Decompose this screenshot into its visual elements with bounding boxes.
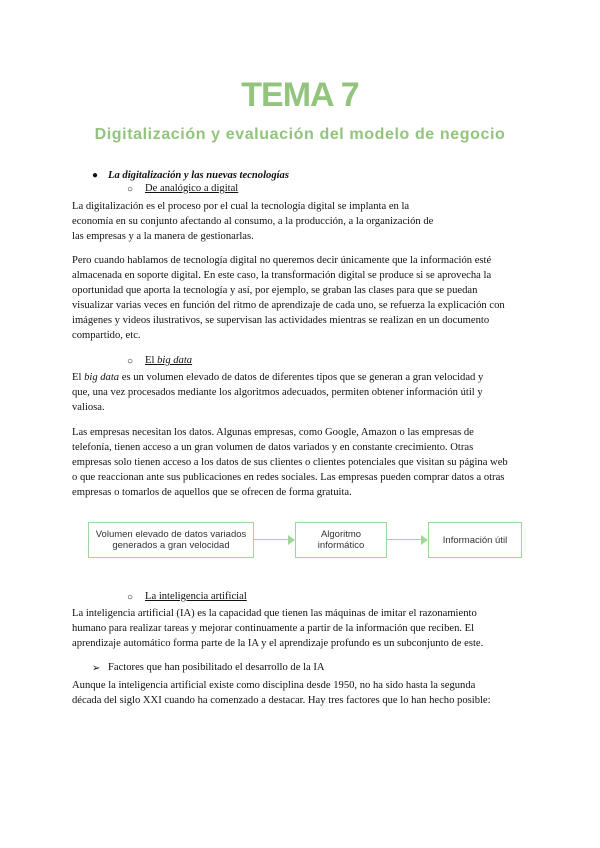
paragraph-line: oportunidad que aporta la tecnología y así, por ejemplo, se graban las clases para que se puedan xyxy=(72,285,478,296)
factors-heading: Factores que han posibilitado el desarrollo de la IA xyxy=(108,662,325,673)
arrow-bullet-icon: ➢ xyxy=(92,663,101,674)
paragraph-line: El big data es un volumen elevado de datos de diferentes tipos que se generan a gran velocidad y xyxy=(72,372,484,383)
paragraph-line: almacenada en soporte digital. En este caso, la transformación digital se produce si se aprovecha la xyxy=(72,270,492,281)
paragraph-line: o que reaccionan ante sus publicaciones en redes sociales. Las empresas pueden comprar datos a otras xyxy=(72,472,505,483)
paragraph-line: La digitalización es el proceso por el cual la tecnología digital se implanta en la xyxy=(72,201,410,212)
circle-bullet-icon: ○ xyxy=(127,184,134,195)
paragraph-line: visualizar varias veces en función del ritmo de aprendizaje de cada uno, se refuerza la explicación con xyxy=(72,300,505,311)
paragraph-line: Pero cuando hablamos de tecnología digital no queremos decir únicamente que la información esté xyxy=(72,255,492,266)
arrow-right-icon xyxy=(421,535,428,545)
flow-box-algorithm: Algoritmo informático xyxy=(295,522,387,558)
subsection-heading-ai: La inteligencia artificial xyxy=(145,591,247,602)
paragraph-line: empresas o tomarlos de aquellos que se ofrecen de forma gratuita. xyxy=(72,487,352,498)
paragraph-line: imágenes y videos ilustrativos, se supervisan las actividades mientras se realizan en un documento xyxy=(72,315,490,326)
subsection-heading-big-data: El big data xyxy=(145,355,193,366)
subsection-heading-analog-digital: De analógico a digital xyxy=(145,183,239,194)
paragraph-line: humano para realizar tareas y mejorar continuamente a partir de la información que reciben. El xyxy=(72,623,475,634)
arrow-right-icon xyxy=(288,535,295,545)
paragraph-line: valiosa. xyxy=(72,402,105,413)
paragraph-line: Aunque la inteligencia artificial existe como disciplina desde 1950, no ha sido hasta la segunda xyxy=(72,680,476,691)
paragraph-line: La inteligencia artificial (IA) es la capacidad que tienen las máquinas de imitar el razonamiento xyxy=(72,608,477,619)
flow-box-data: Volumen elevado de datos variados generados a gran velocidad xyxy=(88,522,254,558)
flow-connector xyxy=(386,539,424,540)
paragraph-line: empresas solo tienen acceso a los datos de sus clientes o clientes potenciales que visitan su página web xyxy=(72,457,508,468)
paragraph-line: telefonía, tienen acceso a un gran volumen de datos variados y en constante crecimiento. Otras xyxy=(72,442,474,453)
paragraph-line: economía en su conjunto afectando al consumo, a la producción, a la organización de xyxy=(72,216,434,227)
flow-connector xyxy=(253,539,291,540)
flow-box-info: Información útil xyxy=(428,522,522,558)
paragraph-line: Las empresas necesitan los datos. Algunas empresas, como Google, Amazon o las empresas de xyxy=(72,427,474,438)
paragraph-line: que, una vez procesados mediante los algoritmos adecuados, permiten obtener información útil y xyxy=(72,387,483,398)
bullet-icon: ● xyxy=(92,170,99,181)
paragraph-line: las empresas y a la manera de gestionarlas. xyxy=(72,231,254,242)
paragraph-line: década del siglo XXI cuando ha comenzado a destacar. Hay tres factores que lo han hecho posible: xyxy=(72,695,491,706)
circle-bullet-icon: ○ xyxy=(127,356,134,367)
paragraph-line: compartido, etc. xyxy=(72,330,141,341)
section-heading: La digitalización y las nuevas tecnologías xyxy=(108,170,289,181)
circle-bullet-icon: ○ xyxy=(127,592,134,603)
page-title: TEMA 7 xyxy=(241,76,359,114)
page-subtitle: Digitalización y evaluación del modelo de negocio xyxy=(94,126,506,143)
paragraph-line: aprendizaje automático forma parte de la IA y el aprendizaje profundo es un subconjunto de este. xyxy=(72,638,484,649)
flow-diagram xyxy=(88,522,520,558)
